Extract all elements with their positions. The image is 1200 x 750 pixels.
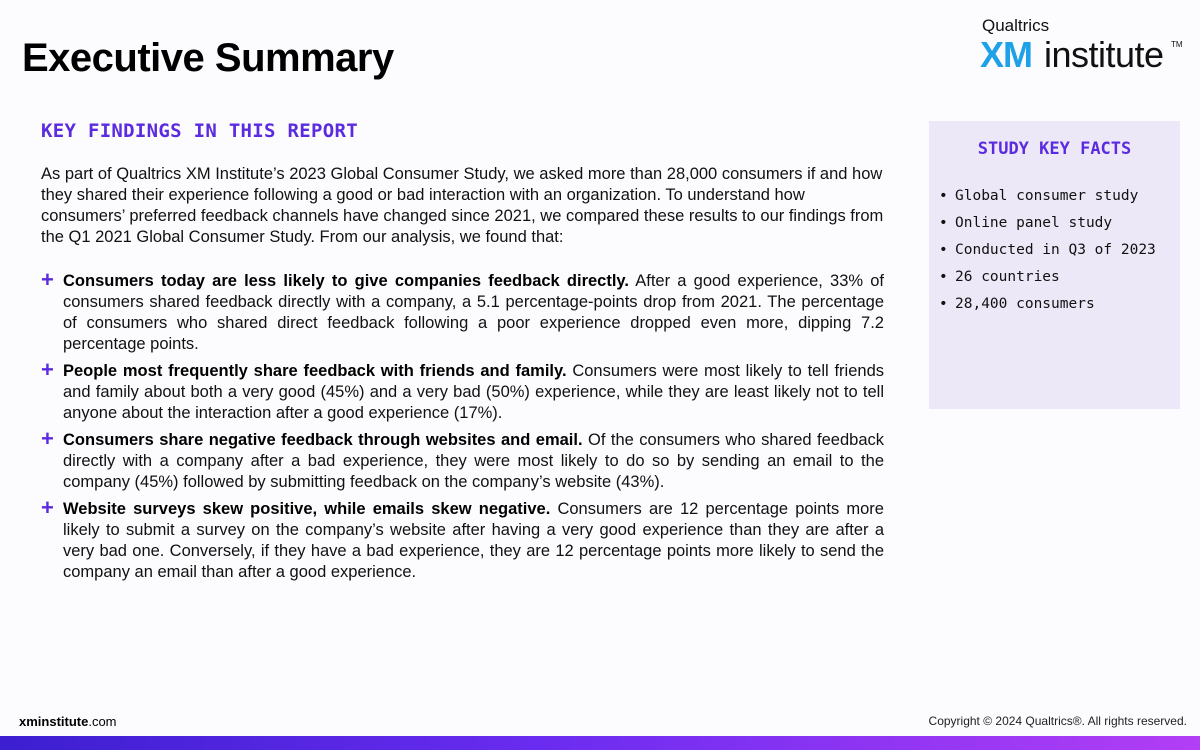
footer-website: [19, 714, 117, 729]
finding-item: [41, 495, 884, 583]
footer-copyright: Copyright © 2024 Qualtrics®. All rights reserved.: [928, 714, 1187, 728]
footer-gradient-bar: [0, 736, 1200, 750]
fact-item: [939, 237, 1156, 264]
fact-text: 26 countries: [955, 269, 1060, 285]
facts-title: STUDY KEY FACTS: [977, 139, 1132, 159]
plus-icon: +: [41, 267, 54, 292]
logo-brand-xm: XM: [980, 34, 1032, 75]
finding-body: After a good experience, 33% of consumers shared feedback directly with a company, a 5.1 percentage-points drop from 2021. The percentage of consumers who shared direct feedback following a poor experience dropped even more, dipping 7.2 percentage points.: [63, 272, 884, 353]
finding-title: Consumers today are less likely to give companies feedback directly.: [63, 272, 629, 290]
plus-icon: +: [41, 426, 54, 451]
intro-paragraph: As part of Qualtrics XM Institute’s 2023 Global Consumer Study, we asked more than 28,000 consumers if and how they shared their experience following a good or bad interaction with an organization. To understand how consumers’ preferred feedback channels have changed since 2021, we compared these results to our findings from the Q1 2021 Global Consumer Study. From our analysis, we found that:: [41, 165, 884, 246]
bullet-icon: •: [939, 296, 948, 312]
fact-text: Global consumer study: [955, 188, 1139, 204]
plus-icon: +: [41, 495, 54, 520]
plus-icon: +: [41, 357, 54, 382]
finding-title: Consumers share negative feedback through websites and email.: [63, 431, 583, 449]
bullet-icon: •: [939, 269, 948, 285]
fact-text: Online panel study: [955, 215, 1113, 231]
finding-body: Of the consumers who shared feedback directly with a company after a bad experience, they were most likely to do so by sending an email to the company (45%) followed by submitting feedback on the company’s website (43%).: [63, 431, 884, 491]
finding-item: [41, 357, 884, 424]
findings-list: [41, 267, 884, 589]
finding-body: Consumers were most likely to tell friends and family about both a very good (45%) and a very bad (50%) experience, while they are least likely not to tell anyone about the interaction after a good experience (17%).: [63, 362, 884, 422]
finding-body: Consumers are 12 percentage points more likely to submit a survey on the company’s website after having a very good experience than they are after a very bad one. Conversely, if they have a bad experience, they are 12 percentage points more likely to send the company an email than after a good experience.: [63, 500, 884, 581]
bullet-icon: •: [939, 242, 948, 258]
page-title: Executive Summary: [22, 36, 394, 80]
footer-site-suffix: .com: [88, 714, 117, 729]
key-findings-heading: KEY FINDINGS IN THIS REPORT: [41, 120, 358, 142]
finding-item: [41, 267, 884, 355]
logo-brand-top: Qualtrics: [982, 16, 1050, 35]
bullet-icon: •: [939, 215, 948, 231]
fact-item: [939, 183, 1156, 210]
finding-item: [41, 426, 884, 493]
fact-item: [939, 210, 1156, 237]
logo-trademark: TM: [1171, 40, 1183, 49]
logo-brand-institute: institute: [1044, 34, 1164, 75]
finding-title: People most frequently share feedback with friends and family.: [63, 362, 567, 380]
study-key-facts-panel: [929, 121, 1180, 409]
fact-text: Conducted in Q3 of 2023: [955, 242, 1156, 258]
fact-item: [939, 264, 1156, 291]
fact-text: 28,400 consumers: [955, 296, 1095, 312]
fact-item: [939, 291, 1156, 318]
finding-title: Website surveys skew positive, while emails skew negative.: [63, 500, 551, 518]
bullet-icon: •: [939, 188, 948, 204]
xm-institute-logo: [980, 16, 1184, 76]
footer-site-name: xminstitute: [19, 714, 89, 729]
facts-list: [939, 183, 1156, 318]
